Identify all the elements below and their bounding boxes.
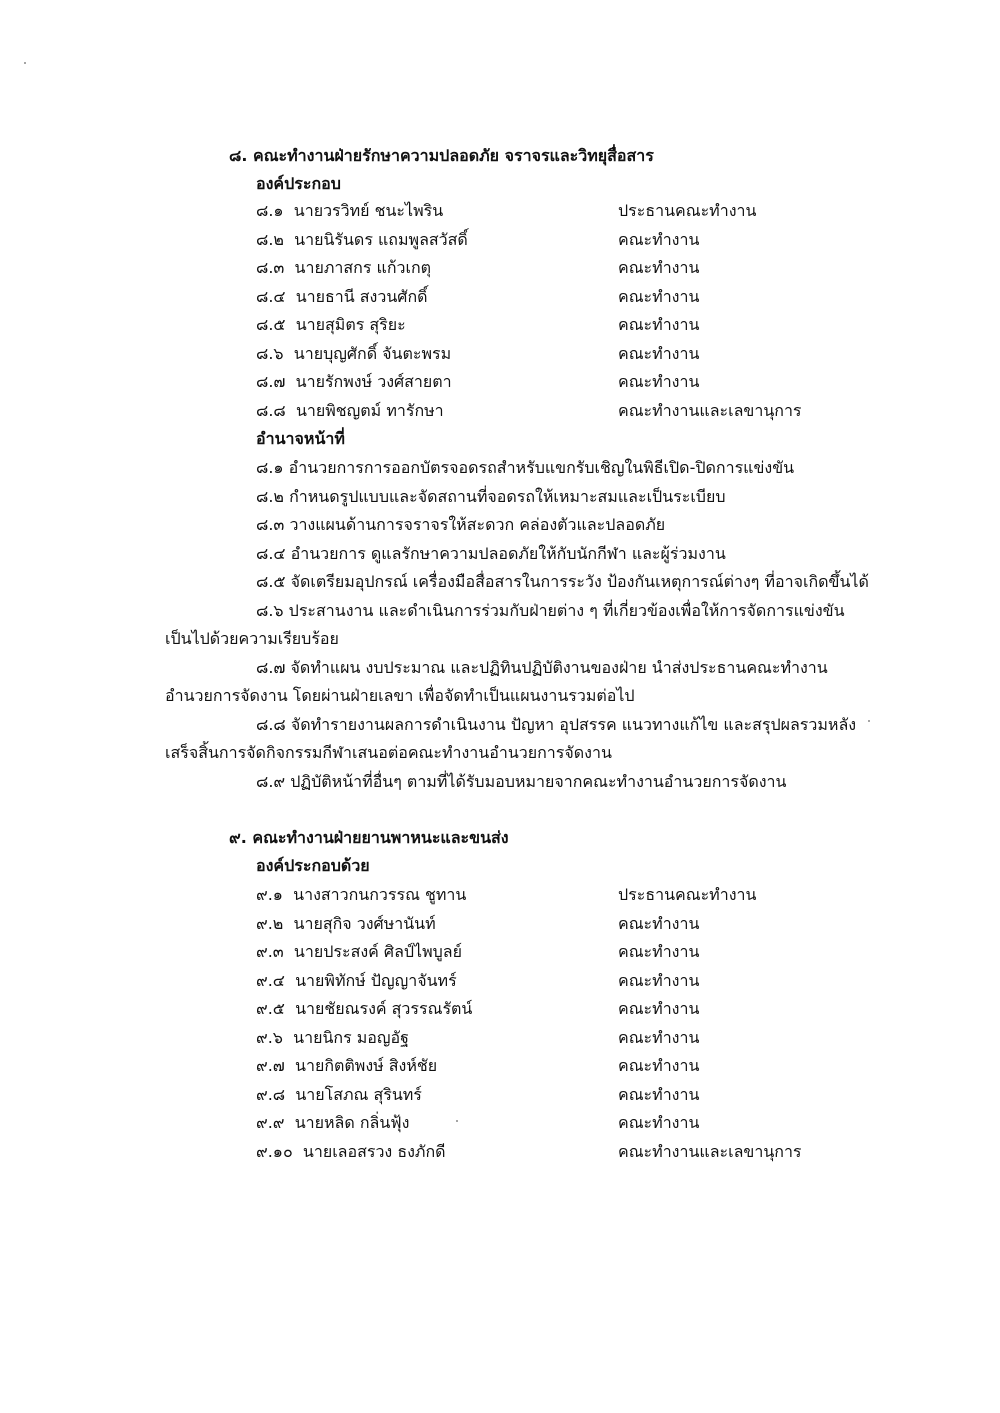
- member-number: ๘.๔: [256, 287, 286, 306]
- member-role: คณะทำงาน: [618, 971, 700, 990]
- member-role: คณะทำงาน: [618, 258, 700, 277]
- section-9-members-title: องค์ประกอบด้วย: [256, 856, 370, 875]
- member-number: ๙.๑: [256, 885, 283, 904]
- member-number: ๘.๒: [256, 230, 284, 249]
- list-item: [256, 313, 956, 339]
- section-9-heading: ๙. คณะทำงานฝ่ายยานพาหนะและขนส่ง: [229, 828, 509, 847]
- list-item: [256, 285, 956, 311]
- member-number: ๙.๕: [256, 999, 285, 1018]
- duty-item-continuation: เป็นไปด้วยความเรียบร้อย: [165, 629, 339, 648]
- duty-item-continuation: เสร็จสิ้นการจัดกิจกรรมกีฬาเสนอต่อคณะทำงานอำนวยการจัดงาน: [165, 743, 612, 762]
- list-item: [256, 883, 956, 909]
- member-name: นายสุกิจ วงศ์ษานันท์: [293, 914, 436, 933]
- member-role: คณะทำงาน: [618, 1085, 700, 1104]
- member-name: นายนิรันดร แถมพูลสวัสดิ์: [294, 230, 468, 249]
- duty-item: ๘.๒ กำหนดรูปแบบและจัดสถานที่จอดรถให้เหมาะสมและเป็นระเบียบ: [256, 487, 726, 506]
- member-number: ๙.๔: [256, 971, 285, 990]
- list-item: [256, 912, 956, 938]
- duty-item-continuation: อำนวยการจัดงาน โดยผ่านฝ่ายเลขา เพื่อจัดทำเป็นแผนงานรวมต่อไป: [165, 686, 635, 705]
- member-role: คณะทำงาน: [618, 999, 700, 1018]
- member-role: คณะทำงาน: [618, 287, 700, 306]
- duty-item: ๘.๗ จัดทำแผน งบประมาณ และปฏิทินปฏิบัติงานของฝ่าย นำส่งประธานคณะทำงาน: [256, 658, 828, 677]
- member-name: นายธานี สงวนศักดิ์: [295, 287, 428, 306]
- member-number: ๘.๓: [256, 258, 285, 277]
- member-number: ๙.๗: [256, 1056, 285, 1075]
- member-role: คณะทำงาน: [618, 1028, 700, 1047]
- member-name: นายพิชญตม์ ทารักษา: [295, 401, 444, 420]
- member-name: นายภาสกร แก้วเกตุ: [294, 258, 432, 277]
- member-name: นายกิตติพงษ์ สิงห์ชัย: [295, 1056, 438, 1075]
- member-name: นายวรวิทย์ ชนะไพริน: [293, 201, 444, 220]
- member-name: นายหลิด กลิ่นฟุ้ง: [294, 1113, 410, 1132]
- duty-item: ๘.๔ อำนวยการ ดูแลรักษาความปลอดภัยให้กับนักกีฬา และผู้ร่วมงาน: [256, 544, 726, 563]
- member-name: นายเลอสรวง ธงภักดี: [302, 1142, 446, 1161]
- list-item: [256, 370, 956, 396]
- member-role: คณะทำงาน: [618, 1056, 700, 1075]
- member-number: ๘.๑: [256, 201, 284, 220]
- member-role: คณะทำงานและเลขานุการ: [618, 401, 802, 420]
- section-8-members-title: องค์ประกอบ: [256, 174, 341, 193]
- member-role: คณะทำงาน: [618, 942, 700, 961]
- list-item: [256, 1111, 956, 1137]
- member-number: ๙.๘: [256, 1085, 286, 1104]
- member-role: ประธานคณะทำงาน: [618, 885, 757, 904]
- member-number: ๘.๖: [256, 344, 284, 363]
- member-name: นายนิกร มอญอัฐ: [293, 1028, 409, 1047]
- member-role: คณะทำงาน: [618, 230, 700, 249]
- member-role: คณะทำงาน: [618, 372, 700, 391]
- member-role: คณะทำงาน: [618, 315, 700, 334]
- member-name: นายบุญศักดิ์ จันตะพรม: [293, 344, 452, 363]
- member-name: นายพิทักษ์ ปัญญาจันทร์: [295, 971, 457, 990]
- scan-speck: [24, 62, 26, 64]
- list-item: [256, 342, 956, 368]
- list-item: [256, 997, 956, 1023]
- duty-item: ๘.๓ วางแผนด้านการจราจรให้สะดวก คล่องตัวและปลอดภัย: [256, 515, 666, 534]
- member-role: คณะทำงาน: [618, 914, 700, 933]
- member-name: นายรักพงษ์ วงศ์สายตา: [295, 372, 452, 391]
- member-number: ๙.๑๐: [256, 1142, 293, 1161]
- member-number: ๙.๒: [256, 914, 284, 933]
- section-8-heading: ๘. คณะทำงานฝ่ายรักษาความปลอดภัย จราจรและวิทยุสื่อสาร: [229, 146, 654, 165]
- member-name: นายสุมิตร สุริยะ: [295, 315, 406, 334]
- list-item: [256, 399, 956, 425]
- duty-item: ๘.๕ จัดเตรียมอุปกรณ์ เครื่องมือสื่อสารในการระวัง ป้องกันเหตุการณ์ต่างๆ ที่อาจเกิดขึ้นได้: [256, 572, 869, 591]
- scan-speck: [868, 720, 870, 722]
- member-name: นางสาวกนกวรรณ ชูทาน: [293, 885, 467, 904]
- list-item: [256, 256, 956, 282]
- section-8-duties-title: อำนาจหน้าที่: [256, 429, 345, 448]
- list-item: [256, 1054, 956, 1080]
- list-item: [256, 1140, 956, 1166]
- member-name: นายประสงค์ ศิลป์ไพบูลย์: [293, 942, 462, 961]
- list-item: [256, 199, 956, 225]
- duty-item: ๘.๘ จัดทำรายงานผลการดำเนินงาน ปัญหา อุปสรรค แนวทางแก้ไข และสรุปผลรวมหลัง: [256, 715, 857, 734]
- member-name: นายชัยณรงค์ สุวรรณรัตน์: [295, 999, 473, 1018]
- duty-item: ๘.๑ อำนวยการการออกบัตรจอดรถสำหรับแขกรับเชิญในพิธีเปิด-ปิดการแข่งขัน: [256, 458, 795, 477]
- member-number: ๙.๙: [256, 1113, 285, 1132]
- member-name: นายโสภณ สุรินทร์: [295, 1085, 422, 1104]
- member-role: คณะทำงาน: [618, 1113, 700, 1132]
- list-item: [256, 969, 956, 995]
- list-item: [256, 1083, 956, 1109]
- member-number: ๘.๘: [256, 401, 286, 420]
- member-number: ๙.๓: [256, 942, 284, 961]
- member-number: ๙.๖: [256, 1028, 283, 1047]
- list-item: [256, 228, 956, 254]
- member-role: ประธานคณะทำงาน: [618, 201, 757, 220]
- member-number: ๘.๕: [256, 315, 286, 334]
- member-number: ๘.๗: [256, 372, 286, 391]
- list-item: [256, 940, 956, 966]
- list-item: [256, 1026, 956, 1052]
- duty-item: ๘.๙ ปฏิบัติหน้าที่อื่นๆ ตามที่ได้รับมอบหมายจากคณะทำงานอำนวยการจัดงาน: [256, 772, 787, 791]
- member-role: คณะทำงานและเลขานุการ: [618, 1142, 802, 1161]
- member-role: คณะทำงาน: [618, 344, 700, 363]
- duty-item: ๘.๖ ประสานงาน และดำเนินการร่วมกับฝ่ายต่าง ๆ ที่เกี่ยวข้องเพื่อให้การจัดการแข่งขัน: [256, 601, 845, 620]
